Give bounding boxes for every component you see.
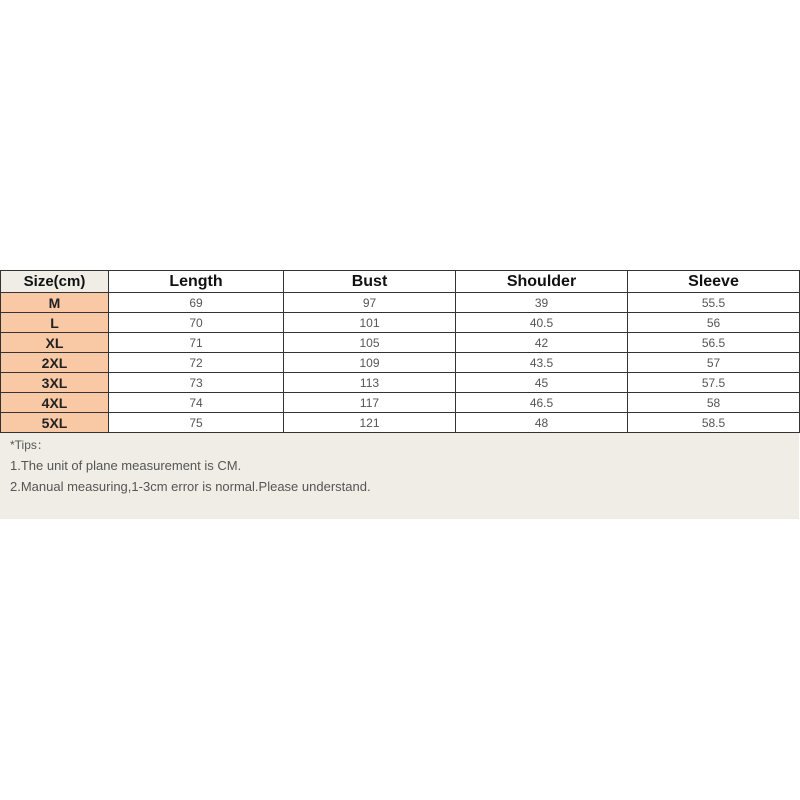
length-cell: 75 (109, 413, 284, 433)
tip-line-unit: 1.The unit of plane measurement is CM. (10, 458, 242, 473)
length-cell: 71 (109, 333, 284, 353)
table-row (1, 293, 800, 313)
length-cell: 72 (109, 353, 284, 373)
sleeve-cell: 57 (628, 353, 800, 373)
header-sleeve: Sleeve (628, 271, 800, 293)
tip-line-error: 2.Manual measuring,1-3cm error is normal.Please understand. (10, 479, 371, 494)
shoulder-cell: 42 (456, 333, 628, 353)
sleeve-cell: 58.5 (628, 413, 800, 433)
length-cell: 73 (109, 373, 284, 393)
shoulder-cell: 46.5 (456, 393, 628, 413)
bust-cell: 113 (284, 373, 456, 393)
size-table (0, 270, 800, 433)
size-chart (0, 270, 800, 519)
table-row (1, 373, 800, 393)
size-cell: L (1, 313, 109, 333)
length-cell: 69 (109, 293, 284, 313)
header-length: Length (109, 271, 284, 293)
shoulder-cell: 45 (456, 373, 628, 393)
bust-cell: 101 (284, 313, 456, 333)
tips-panel (0, 433, 799, 519)
bust-cell: 109 (284, 353, 456, 373)
shoulder-cell: 40.5 (456, 313, 628, 333)
sleeve-cell: 56 (628, 313, 800, 333)
bust-cell: 117 (284, 393, 456, 413)
bust-cell: 97 (284, 293, 456, 313)
table-row (1, 413, 800, 433)
sleeve-cell: 57.5 (628, 373, 800, 393)
table-row (1, 333, 800, 353)
length-cell: 70 (109, 313, 284, 333)
header-row (1, 271, 800, 293)
size-cell: XL (1, 333, 109, 353)
size-cell: M (1, 293, 109, 313)
bust-cell: 105 (284, 333, 456, 353)
shoulder-cell: 39 (456, 293, 628, 313)
bust-cell: 121 (284, 413, 456, 433)
header-size: Size(cm) (1, 271, 109, 293)
header-shoulder: Shoulder (456, 271, 628, 293)
header-bust: Bust (284, 271, 456, 293)
table-row (1, 393, 800, 413)
shoulder-cell: 43.5 (456, 353, 628, 373)
size-cell: 2XL (1, 353, 109, 373)
sleeve-cell: 55.5 (628, 293, 800, 313)
tips-title: *Tips： (10, 438, 49, 452)
length-cell: 74 (109, 393, 284, 413)
size-cell: 3XL (1, 373, 109, 393)
sleeve-cell: 58 (628, 393, 800, 413)
table-row (1, 313, 800, 333)
table-row (1, 353, 800, 373)
size-cell: 4XL (1, 393, 109, 413)
size-cell: 5XL (1, 413, 109, 433)
shoulder-cell: 48 (456, 413, 628, 433)
sleeve-cell: 56.5 (628, 333, 800, 353)
